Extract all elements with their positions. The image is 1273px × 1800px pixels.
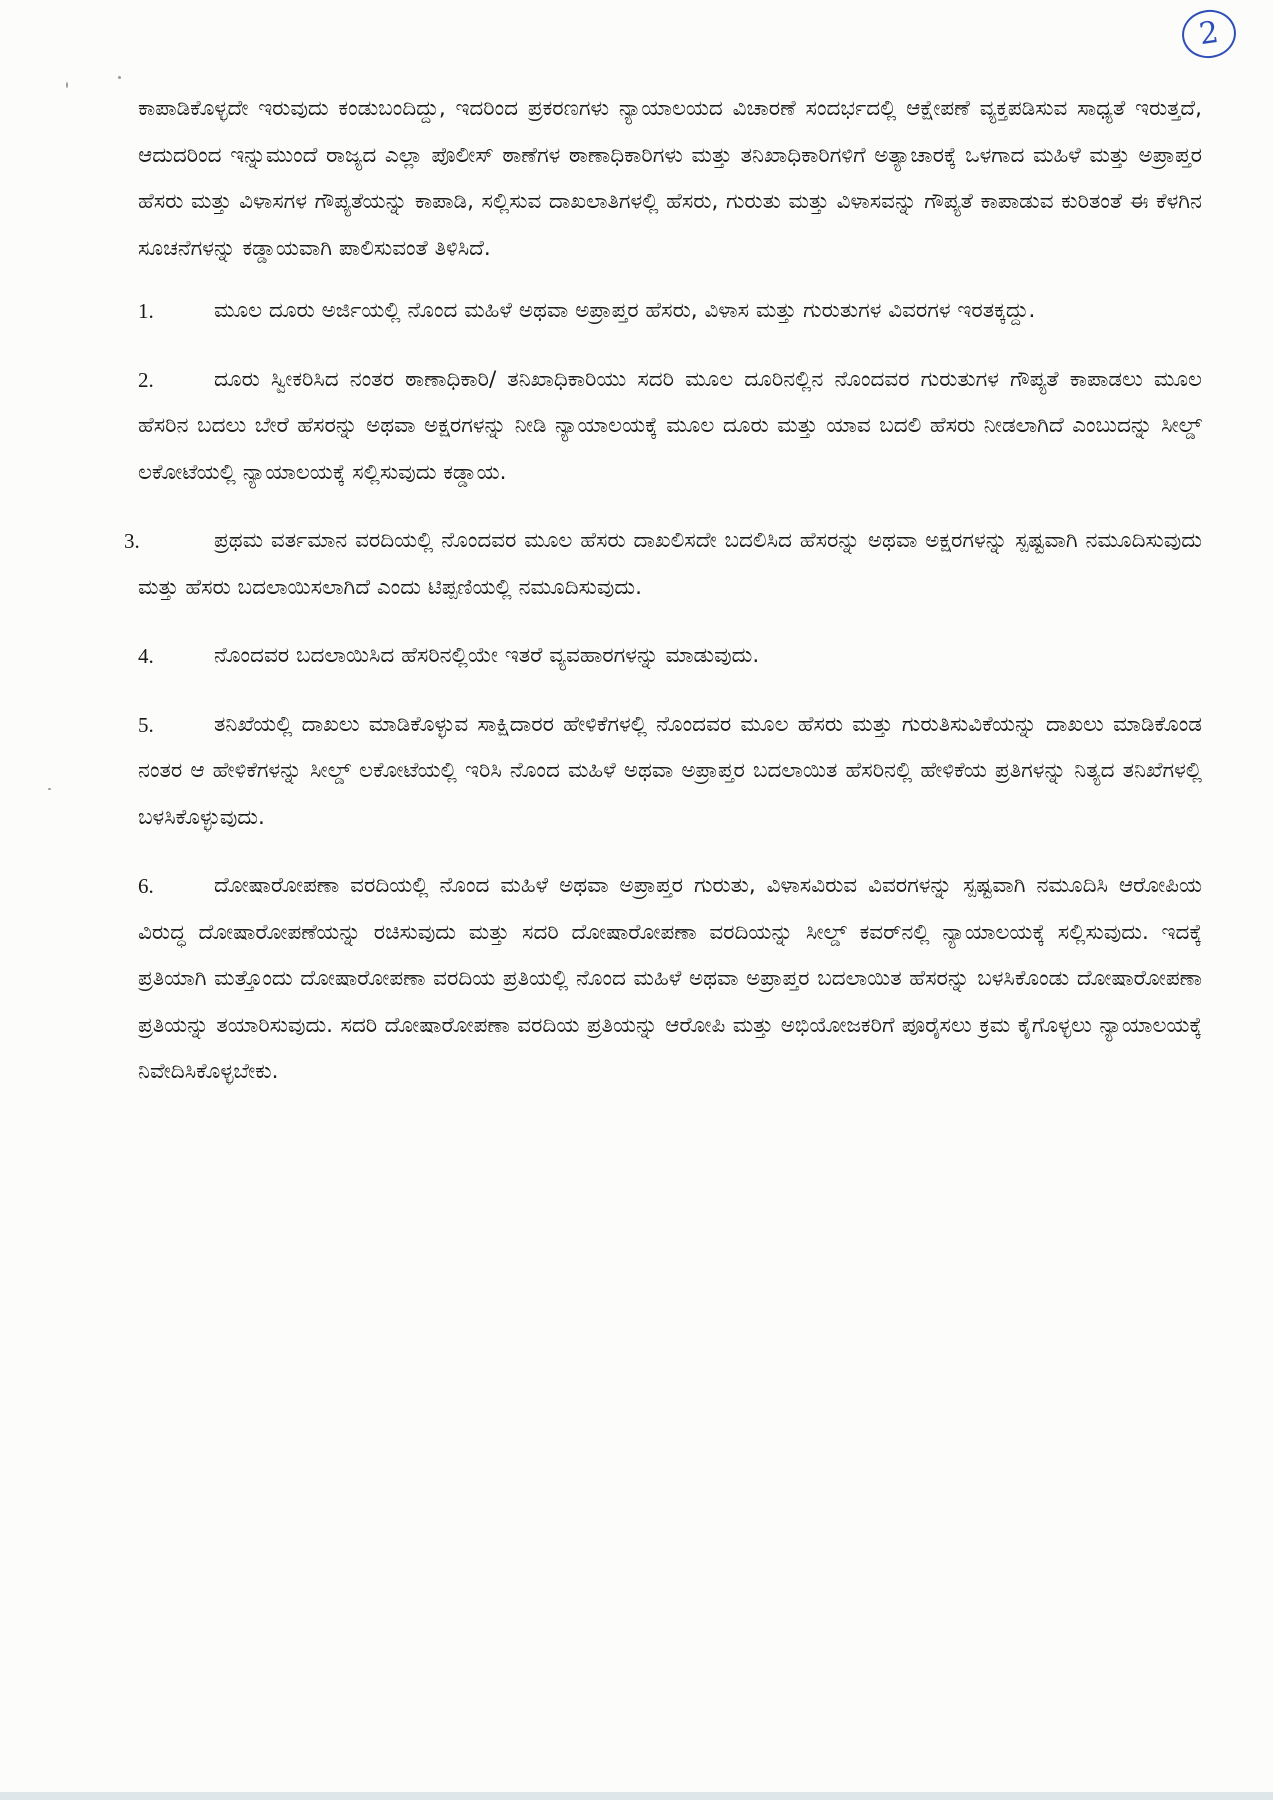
list-item (138, 702, 1202, 842)
document-body (124, 86, 1202, 1118)
list-item-text: ಪ್ರಥಮ ವರ್ತಮಾನ ವರದಿಯಲ್ಲಿ ನೊಂದವರ ಮೂಲ ಹೆಸರು ದಾಖಲಿಸದೇ ಬದಲಿಸಿದ ಹೆಸರನ್ನು ಅಥವಾ ಅಕ್ಷರಗಳನ್ನು ಸ್ಪಷ್ಟವಾಗಿ ನಮೂದಿಸುವುದು ಮತ್ತು ಹೆಸರು ಬದಲಾಯಿಸಲಾಗಿದೆ ಎಂದು ಟಿಪ್ಪಣಿಯಲ್ಲಿ ನಮೂದಿಸುವುದು. (138, 528, 1202, 600)
list-item-number: 1. (138, 299, 154, 323)
list-item-number: 2. (138, 367, 154, 392)
list-item-text: ತನಿಖೆಯಲ್ಲಿ ದಾಖಲು ಮಾಡಿಕೊಳ್ಳುವ ಸಾಕ್ಷಿದಾರರ ಹೇಳಿಕೆಗಳಲ್ಲಿ ನೊಂದವರ ಮೂಲ ಹೆಸರು ಮತ್ತು ಗುರುತಿಸುವಿಕೆಯನ್ನು ದಾಖಲು ಮಾಡಿಕೊಂಡ ನಂತರ ಆ ಹೇಳಿಕೆಗಳನ್ನು ಸೀಲ್ಡ್ ಲಕೋಟೆಯಲ್ಲಿ ಇರಿಸಿ ನೊಂದ ಮಹಿಳೆ ಅಥವಾ ಅಪ್ರಾಪ್ತರ ಬದಲಾಯಿತ ಹೆಸರಿನಲ್ಲಿ ಹೇಳಿಕೆಯ ಪ್ರತಿಗಳನ್ನು ನಿತ್ಯದ ತನಿಖೆಗಳಲ್ಲಿ ಬಳಸಿಕೊಳ್ಳುವುದು. (138, 711, 1202, 830)
list-item (138, 633, 1202, 680)
scan-speck (48, 788, 51, 790)
intro-paragraph: ಕಾಪಾಡಿಕೊಳ್ಳದೇ ಇರುವುದು ಕಂಡುಬಂದಿದ್ದು, ಇದರಿಂದ ಪ್ರಕರಣಗಳು ನ್ಯಾಯಾಲಯದ ವಿಚಾರಣೆ ಸಂದರ್ಭದಲ್ಲಿ ಆಕ್ಷೇಪಣೆ ವ್ಯಕ್ತಪಡಿಸುವ ಸಾಧ್ಯತೆ ಇರುತ್ತದೆ, ಆದುದರಿಂದ ಇನ್ನುಮುಂದೆ ರಾಜ್ಯದ ಎಲ್ಲಾ ಪೊಲೀಸ್ ಠಾಣೆಗಳ ಠಾಣಾಧಿಕಾರಿಗಳು ಮತ್ತು ತನಿಖಾಧಿಕಾರಿಗಳಿಗೆ ಅತ್ಯಾಚಾರಕ್ಕೆ ಒಳಗಾದ ಮಹಿಳೆ ಮತ್ತು ಅಪ್ರಾಪ್ತರ ಹೆಸರು ಮತ್ತು ವಿಳಾಸಗಳ ಗೌಪ್ಯತೆಯನ್ನು ಕಾಪಾಡಿ, ಸಲ್ಲಿಸುವ ದಾಖಲಾತಿಗಳಲ್ಲಿ ಹೆಸರು, ಗುರುತು ಮತ್ತು ವಿಳಾಸವನ್ನು ಗೌಪ್ಯತೆ ಕಾಪಾಡುವ ಕುರಿತಂತೆ ಈ ಕೆಳಗಿನ ಸೂಚನೆಗಳನ್ನು ಕಡ್ಡಾಯವಾಗಿ ಪಾಲಿಸುವಂತೆ ತಿಳಿಸಿದೆ. (138, 96, 1202, 261)
list-item (138, 288, 1202, 335)
list-item-text: ಮೂಲ ದೂರು ಅರ್ಜಿಯಲ್ಲಿ ನೊಂದ ಮಹಿಳೆ ಅಥವಾ ಅಪ್ರಾಪ್ತರ ಹೆಸರು, ವಿಳಾಸ ಮತ್ತು ಗುರುತುಗಳ ವಿವರಗಳ ಇರತಕ್ಕದ್ದು. (214, 298, 1036, 323)
scan-edge (0, 1792, 1273, 1800)
list-item-number: 4. (138, 644, 154, 668)
list-item-number: 3. (124, 529, 140, 553)
list-item-text: ದೋಷಾರೋಪಣಾ ವರದಿಯಲ್ಲಿ ನೊಂದ ಮಹಿಳೆ ಅಥವಾ ಅಪ್ರಾಪ್ತರ ಗುರುತು, ವಿಳಾಸವಿರುವ ವಿವರಗಳನ್ನು ಸ್ಪಷ್ಟವಾಗಿ ನಮೂದಿಸಿ ಆರೋಪಿಯ ವಿರುದ್ಧ ದೋಷಾರೋಪಣೆಯನ್ನು ರಚಿಸುವುದು ಮತ್ತು ಸದರಿ ದೋಷಾರೋಪಣಾ ವರದಿಯನ್ನು ಸೀಲ್ಡ್ ಕವರ್‌ನಲ್ಲಿ ನ್ಯಾಯಾಲಯಕ್ಕೆ ಸಲ್ಲಿಸುವುದು. ಇದಕ್ಕೆ ಪ್ರತಿಯಾಗಿ ಮತ್ತೊಂದು ದೋಷಾರೋಪಣಾ ವರದಿಯ ಪ್ರತಿಯಲ್ಲಿ ನೊಂದ ಮಹಿಳೆ ಅಥವಾ ಅಪ್ರಾಪ್ತರ ಬದಲಾಯಿತ ಹೆಸರನ್ನು ಬಳಸಿಕೊಂಡು ದೋಷಾರೋಪಣಾ ಪ್ರತಿಯನ್ನು ತಯಾರಿಸುವುದು. ಸದರಿ ದೋಷಾರೋಪಣಾ ವರದಿಯ ಪ್ರತಿಯನ್ನು ಆರೋಪಿ ಮತ್ತು ಅಭಿಯೋಜಕರಿಗೆ ಪೂರೈಸಲು ಕ್ರಮ ಕೈಗೊಳ್ಳಲು ನ್ಯಾಯಾಲಯಕ್ಕೆ ನಿವೇದಿಸಿಕೊಳ್ಳಬೇಕು. (138, 873, 1202, 1084)
page-number: 2 (1179, 6, 1239, 61)
list-item-number: 5. (138, 712, 154, 737)
list-item-number: 6. (138, 874, 154, 898)
scan-speck (66, 82, 68, 88)
list-item (138, 357, 1202, 497)
list-item-text: ನೊಂದವರ ಬದಲಾಯಿಸಿದ ಹೆಸರಿನಲ್ಲಿಯೇ ಇತರೆ ವ್ಯವಹಾರಗಳನ್ನು ಮಾಡುವುದು. (214, 643, 760, 668)
list-item-text: ದೂರು ಸ್ವೀಕರಿಸಿದ ನಂತರ ಠಾಣಾಧಿಕಾರಿ/ ತನಿಖಾಧಿಕಾರಿಯು ಸದರಿ ಮೂಲ ದೂರಿನಲ್ಲಿನ ನೊಂದವರ ಗುರುತುಗಳ ಗೌಪ್ಯತೆ ಕಾಪಾಡಲು ಮೂಲ ಹೆಸರಿನ ಬದಲು ಬೇರೆ ಹೆಸರನ್ನು ಅಥವಾ ಅಕ್ಷರಗಳನ್ನು ನೀಡಿ ನ್ಯಾಯಾಲಯಕ್ಕೆ ಮೂಲ ದೂರು ಮತ್ತು ಯಾವ ಬದಲಿ ಹೆಸರು ನೀಡಲಾಗಿದೆ ಎಂಬುದನ್ನು ಸೀಲ್ಡ್ ಲಕೋಟೆಯಲ್ಲಿ ನ್ಯಾಯಾಲಯಕ್ಕೆ ಸಲ್ಲಿಸುವುದು ಕಡ್ಡಾಯ. (138, 366, 1202, 485)
list-item (124, 518, 1202, 611)
list-item (138, 863, 1202, 1096)
scan-speck (118, 76, 121, 79)
